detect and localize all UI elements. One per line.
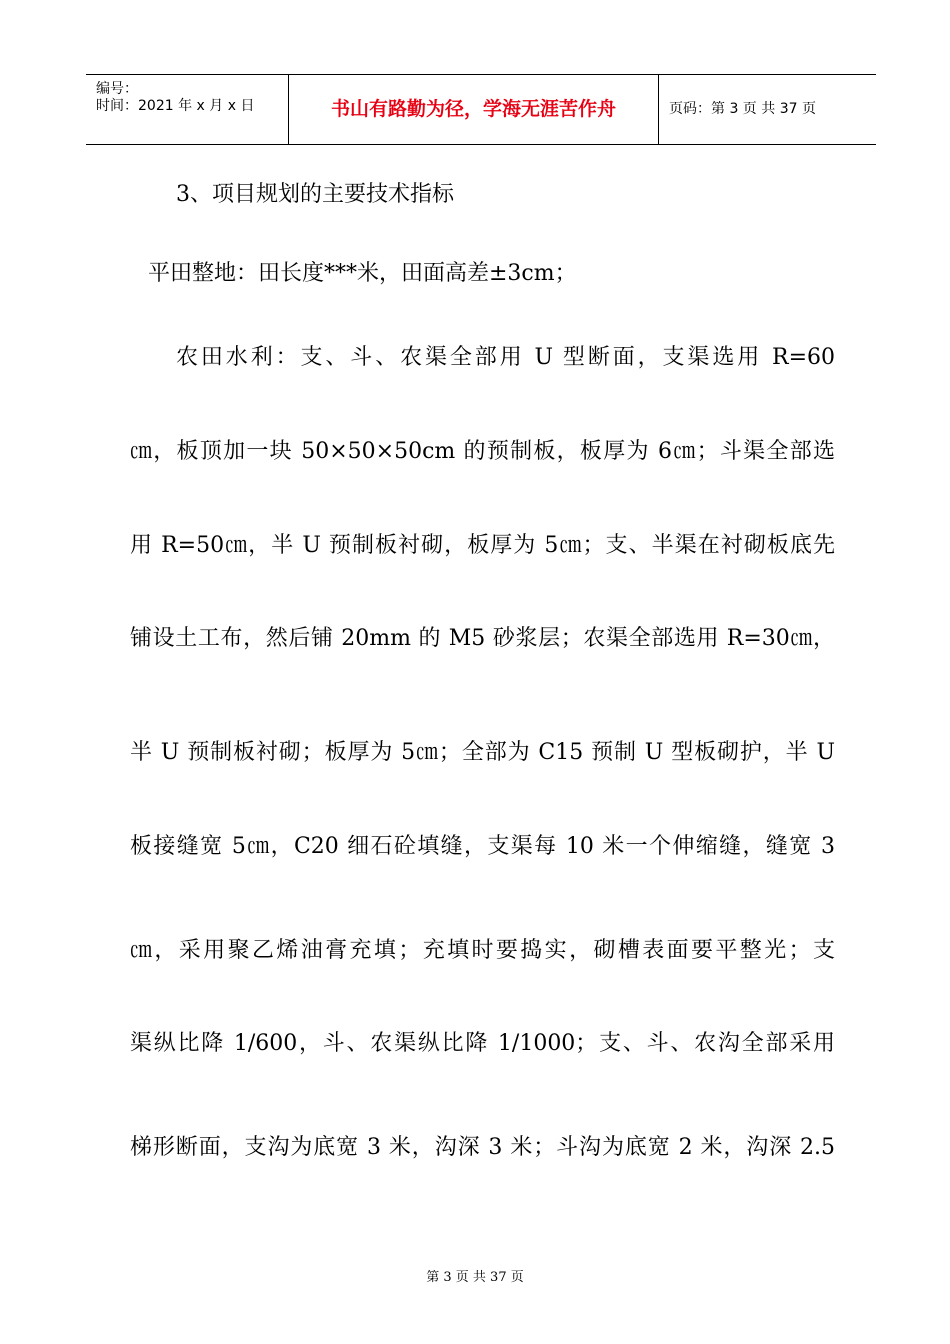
page-header [86, 74, 876, 145]
paragraph-line: 板接缝宽 5㎝，C20 细石砼填缝，支渠每 10 米一个伸缩缝，缝宽 3 [130, 834, 835, 859]
document-time-label: 时间：2021 年 x 月 x 日 [96, 98, 255, 114]
paragraph-line: 半 U 预制板衬砌；板厚为 5㎝；全部为 C15 预制 U 型板砌护，半 U [130, 740, 835, 765]
header-motto: 书山有路勤为径，学海无涯苦作舟 [288, 75, 659, 144]
paragraph-line: 农田水利：支、斗、农渠全部用 U 型断面，支渠选用 R=60 [176, 345, 835, 370]
paragraph-line: 用 R=50㎝，半 U 预制板衬砌，板厚为 5㎝；支、半渠在衬砌板底先 [130, 533, 835, 558]
header-info-cell [86, 75, 288, 144]
paragraph-line: 平田整地：田长度***米，田面高差±3cm； [148, 261, 577, 286]
paragraph-line: 梯形断面，支沟为底宽 3 米，沟深 3 米；斗沟为底宽 2 米，沟深 2.5 [130, 1135, 835, 1160]
page-footer: 第 3 页 共 37 页 [426, 1270, 524, 1285]
paragraph-line: 渠纵比降 1/600，斗、农渠纵比降 1/1000；支、斗、农沟全部采用 [130, 1031, 835, 1056]
header-page-number: 页码：第 3 页 共 37 页 [669, 101, 816, 117]
paragraph-line: 铺设土工布，然后铺 20mm 的 M5 砂浆层；农渠全部选用 R=30㎝， [130, 626, 835, 651]
document-number-label: 编号： [96, 81, 138, 97]
paragraph-line: ㎝，板顶加一块 50×50×50cm 的预制板，板厚为 6㎝；斗渠全部选 [130, 439, 835, 464]
paragraph-line: ㎝，采用聚乙烯油膏充填；充填时要捣实，砌槽表面要平整光；支 [130, 938, 835, 963]
section-heading: 3、项目规划的主要技术指标 [176, 182, 454, 207]
